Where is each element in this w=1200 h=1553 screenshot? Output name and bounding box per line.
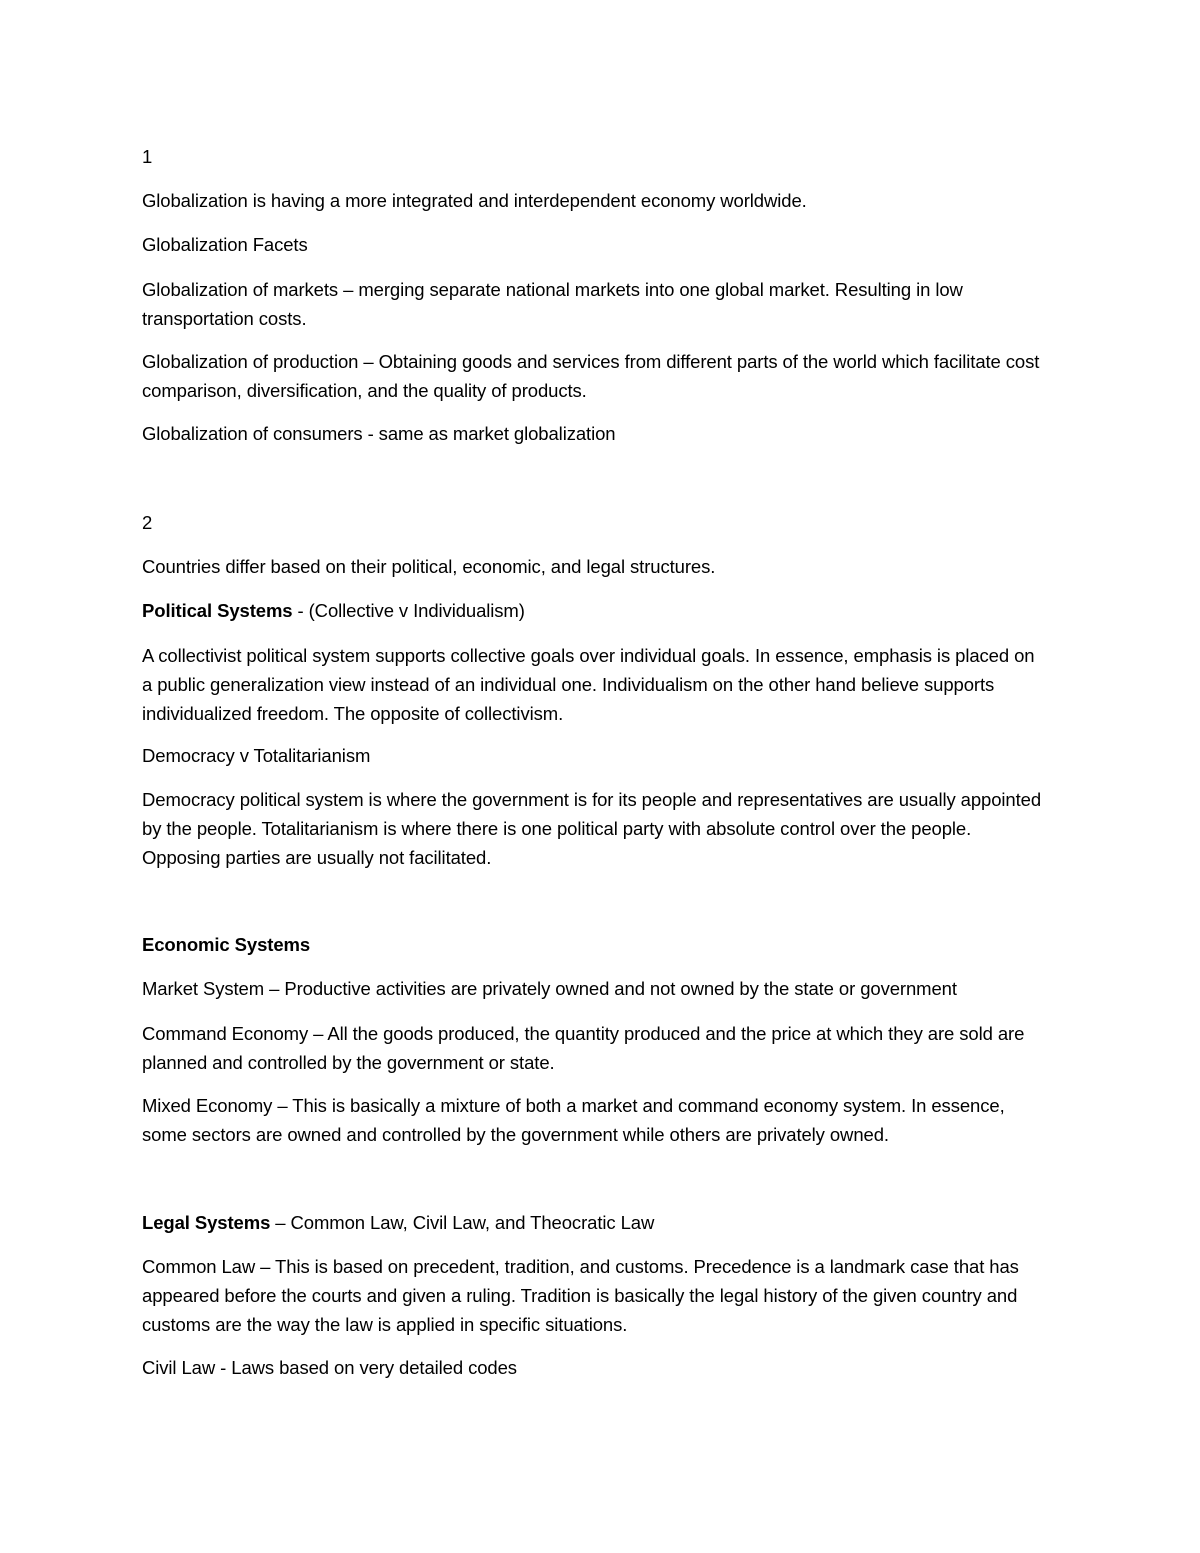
command-economy-paragraph: Command Economy – All the goods produced, the quantity produced and the price at which they are sold are planned and controlled by the government or state. (142, 1023, 1025, 1073)
paragraph (142, 1252, 1047, 1339)
democracy-paragraph: Democracy political system is where the government is for its people and representatives are usually appointed by the people. Totalitarianism is where there is one political party with absolute control over the people. Opposing parties are usually not facilitated. (142, 789, 1042, 868)
globalization-definition: Globalization is having a more integrated and interdependent economy worldwide. (142, 190, 807, 211)
section-1-number: 1 (142, 146, 153, 167)
paragraph (142, 1208, 1047, 1237)
globalization-facets-heading: Globalization Facets (142, 234, 308, 255)
paragraph (142, 347, 1047, 405)
paragraph (142, 275, 1047, 333)
legal-systems-heading-rest: – Common Law, Civil Law, and Theocratic Law (270, 1212, 655, 1233)
market-system-paragraph: Market System – Productive activities are privately owned and not owned by the state or government (142, 978, 957, 999)
paragraph (142, 1091, 1047, 1149)
paragraph (142, 974, 1047, 1003)
paragraph (142, 1353, 1047, 1382)
economic-systems-heading-bold: Economic Systems (142, 934, 311, 955)
legal-systems-heading (142, 1208, 1047, 1237)
section-number (142, 142, 1047, 171)
mixed-economy-paragraph: Mixed Economy – This is basically a mixture of both a market and command economy system. In essence, some sectors are owned and controlled by the government while others are privately owned. (142, 1095, 1005, 1145)
legal-systems-heading-bold: Legal Systems (142, 1212, 271, 1233)
paragraph (142, 785, 1047, 872)
paragraph (142, 552, 1047, 581)
section-number (142, 508, 1047, 537)
democracy-heading: Democracy v Totalitarianism (142, 745, 371, 766)
paragraph (142, 930, 1047, 959)
paragraph (142, 596, 1047, 625)
paragraph (142, 1019, 1047, 1077)
political-systems-heading (142, 596, 1047, 625)
section-2-number: 2 (142, 512, 153, 533)
countries-differ-intro: Countries differ based on their political, economic, and legal structures. (142, 556, 716, 577)
paragraph (142, 419, 1047, 448)
globalization-of-markets: Globalization of markets – merging separate national markets into one global market. Resulting in low transportation costs. (142, 279, 963, 329)
paragraph (142, 230, 1047, 259)
globalization-of-production: Globalization of production – Obtaining goods and services from different parts of the world which facilitate cost comparison, diversification, and the quality of products. (142, 351, 1040, 401)
globalization-of-consumers: Globalization of consumers - same as market globalization (142, 423, 616, 444)
civil-law-paragraph: Civil Law - Laws based on very detailed codes (142, 1357, 517, 1378)
economic-systems-heading (142, 930, 1047, 959)
political-systems-heading-bold: Political Systems (142, 600, 293, 621)
paragraph (142, 186, 1047, 215)
political-systems-heading-rest: - (Collective v Individualism) (292, 600, 525, 621)
paragraph (142, 641, 1047, 728)
collectivism-paragraph: A collectivist political system supports collective goals over individual goals. In essence, emphasis is placed on a public generalization view instead of an individual one. Individualism on the other hand believe supports individualized freedom. The opposite of collectivism. (142, 645, 1035, 724)
paragraph (142, 741, 1047, 770)
common-law-paragraph: Common Law – This is based on precedent, tradition, and customs. Precedence is a landmark case that has appeared before the courts and given a ruling. Tradition is basically the legal history of the given country and customs are the way the law is applied in specific situations. (142, 1256, 1019, 1335)
